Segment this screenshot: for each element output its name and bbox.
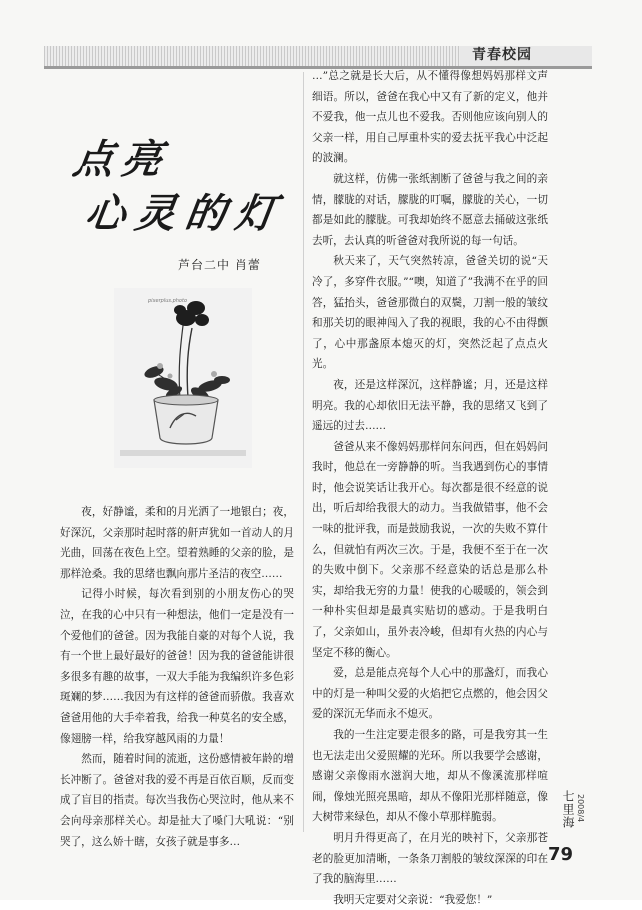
paragraph: 秋天来了，天气突然转凉，爸爸关切的说“天冷了，多穿件衣服。”“噢，知道了”我满不在乎的回答，猛抬头，爸爸那微白的双鬓，刀割一般的皱纹和那关切的眼神闯入了我的视眼，我的心不由得颤了，心中那盏原本熄灭的灯，突然泛起了点点火光。 <box>312 255 548 371</box>
flower-pot-photo <box>114 288 252 468</box>
article-author: 芦台二中 肖蕾 <box>178 258 261 272</box>
paragraph: 记得小时候，每次看到别的小朋友伤心的哭泣，在我的心中只有一种想法，他们一定是没有一个爱他们的爸爸。因为我能自豪的对每个人说，我有一个世上最好最好的爸爸！因为我的爸爸能讲很多很多有趣的故事，一双大手能为我编织许多色彩斑斓的梦……我因为有这样的爸爸而骄傲。我喜欢爸爸用他的大手牵着我，给我一种莫名的安全感，像翅膀一样，给我穿越风雨的力量！ <box>60 588 294 745</box>
section-label: 青春校园 <box>472 47 532 63</box>
paragraph: 爱，总是能点亮每个人心中的那盏灯，而我心中的灯是一种叫父爱的火焰把它点燃的，他会因父爱的深沉无华而永不熄灭。 <box>312 667 548 721</box>
paragraph: 夜，还是这样深沉，这样静谧；月，还是这样明亮。我的心却依旧无法平静，我的思绪又飞到了遥远的过去…… <box>312 378 548 433</box>
column-divider <box>303 72 304 832</box>
issue-date: 2008/4 <box>576 794 585 823</box>
photo-caption: pixerplus.photo <box>148 298 188 304</box>
magazine-side-label <box>560 790 586 829</box>
page-number: 79 <box>548 844 574 865</box>
paragraph: 我明天定要对父亲说：“我爱您！” <box>333 893 493 906</box>
paragraph: 爸爸从来不像妈妈那样问东问西，但在妈妈问我时，他总在一旁静静的听。当我遇到伤心的事情时，他会说笑话让我开心。每次都是很不经意的说出，听后却给我很大的动力。当我做错事，他不会一味的批评我，而是鼓励我说，一次的失败不算什么，但就怕有两次三次。于是，我便不至于在一次的失败中倒下。父亲那不经意染的话总是那么朴实，却给我无穷的力量！使我的心暖暖的，领会到一种朴实但却是最真实贴切的感动。于是我明白了，父亲如山，虽外表冷峻，但却有火热的内心与坚定不移的衡心。 <box>312 440 548 659</box>
paragraph: 就这样，仿佛一张纸割断了爸爸与我之间的亲情，朦胧的对话，朦胧的叮嘱，朦胧的关心，一切都是如此的朦胧。可我却始终不愿意去捅破这张纸去听，去认真的听爸爸对我所说的每一句话。 <box>312 172 548 247</box>
paragraph: 夜，好静谧，柔和的月光洒了一地银白；夜，好深沉，父亲那时起时落的鼾声犹如一首动人的月光曲，回荡在夜色上空。望着熟睡的父亲的脸，是那样沧桑。我的思绪也飘向那片圣洁的夜空…… <box>60 506 294 580</box>
paragraph: 我的一生注定要走很多的路，可是我穷其一生也无法走出父爱照耀的光环。所以我要学会感谢，感谢父亲像雨水滋润大地，却从不像溪流那样喧闹，像烛光照亮黑暗，却从不像阳光那样随意，像大树带来绿色，却从不像小草那样脆弱。 <box>312 729 548 824</box>
paragraph: 明月升得更高了，在月光的映衬下，父亲那苍老的脸更加清晰，一条条刀割般的皱纹深深的印在了我的脑海里…… <box>312 831 548 886</box>
left-column <box>60 502 294 852</box>
magazine-name: 七里海 <box>561 790 575 829</box>
article-title-line2: 心灵的灯 <box>82 190 289 237</box>
article-title-line1: 点亮 <box>70 136 173 183</box>
paragraph: 然而，随着时间的流逝，这份感情被年龄的增长冲断了。爸爸对我的爱不再是百依百顺，反而变成了盲目的指责。每次当我伤心哭泣时，他从来不会向母亲那样关心。却是扯大了嗓门大吼说：“别哭了，这么娇十瞎，女孩子就是事多… <box>60 753 294 848</box>
right-column <box>312 66 548 910</box>
paragraph: …”总之就是长大后，从不懂得像想妈妈那样文声细语。所以，爸爸在我心中又有了新的定义，他并不爱我，他一点儿也不爱我。否则他应该向别人的父亲一样，用自己厚重朴实的爱去抚平我心中泛起的波澜。 <box>312 70 548 165</box>
